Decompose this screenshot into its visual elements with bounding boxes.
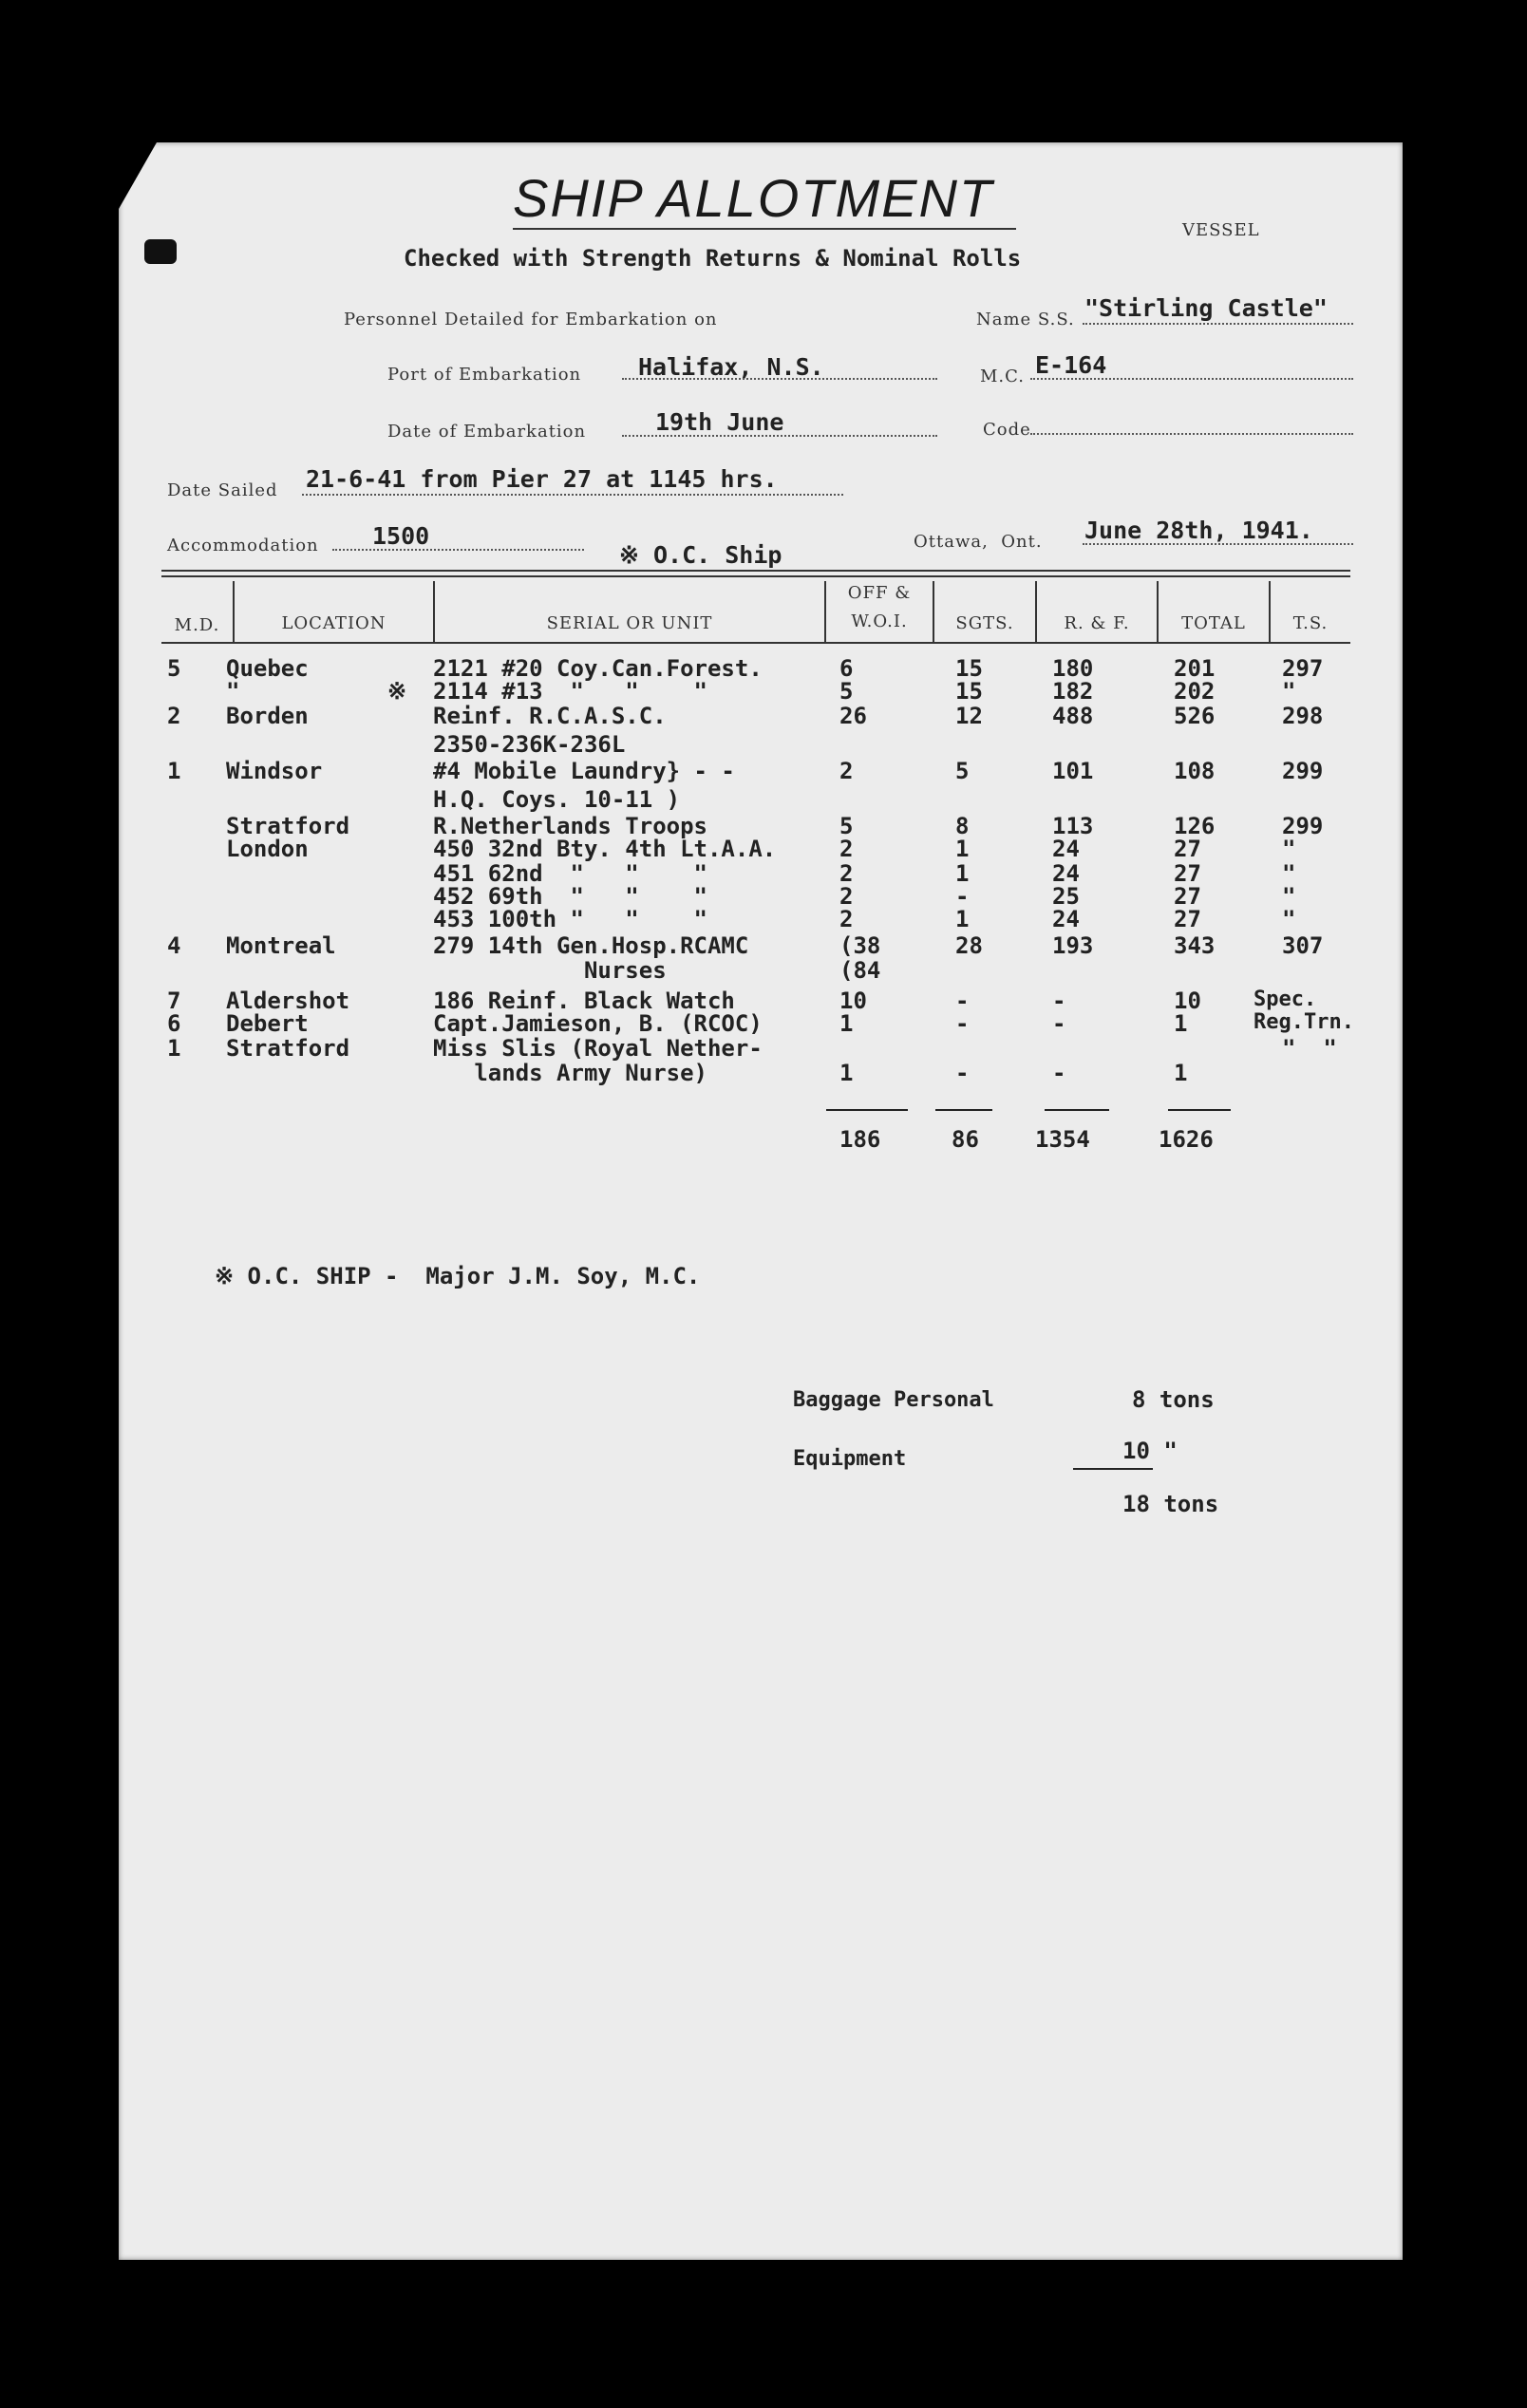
cell-md: 1 (167, 758, 181, 784)
total-underline-off (826, 1109, 908, 1111)
cell-off: 2 (839, 906, 854, 932)
cell-sgts: - (955, 1060, 970, 1086)
cell-off: 2 (839, 758, 854, 784)
cell-location: Stratford (226, 813, 350, 839)
col-header-rf: R. & F. (1064, 613, 1130, 633)
cell-unit: 451 62nd " " " (433, 860, 707, 887)
cell-unit: 453 100th " " " (433, 906, 707, 932)
cell-off: 6 (839, 655, 854, 682)
cell-unit: 2114 #13 " " " (433, 678, 707, 705)
cell-sgts: 1 (955, 836, 970, 862)
cell-location: Aldershot (226, 988, 350, 1014)
cell-unit: 2350-236K-236L (433, 731, 626, 758)
mc-label: M.C. (980, 367, 1026, 386)
name-label: Name S.S. (976, 310, 1075, 329)
mc-dotline (1030, 378, 1353, 380)
ottawa-label: Ottawa, Ont. (914, 532, 1043, 552)
col-header-md: M.D. (174, 615, 220, 635)
col-header-off: OFF & (847, 583, 912, 603)
total-off: 186 (839, 1126, 881, 1153)
cell-sgts: - (955, 988, 970, 1014)
code-label: Code (983, 420, 1031, 440)
cell-location: " (226, 678, 240, 705)
cell-total: 201 (1174, 655, 1216, 682)
total-underline-sgts (935, 1109, 992, 1111)
total-tonnage: 18 tons (1122, 1491, 1219, 1517)
total-underline-total (1168, 1109, 1231, 1111)
col-header-ts: T.S. (1292, 613, 1329, 633)
cell-rf: - (1052, 1010, 1066, 1037)
accommodation-value: 1500 (372, 522, 430, 550)
cell-unit: 2121 #20 Coy.Can.Forest. (433, 655, 763, 682)
oc-ship-note: ※ O.C. SHIP - Major J.M. Soy, M.C. (215, 1263, 701, 1289)
cell-total: 126 (1174, 813, 1216, 839)
cell-unit: 279 14th Gen.Hosp.RCAMC (433, 932, 749, 959)
col-header-woi: W.O.I. (851, 611, 908, 631)
cell-rf: 101 (1052, 758, 1094, 784)
cell-location: Debert (226, 1010, 309, 1037)
document-page (119, 142, 1403, 2260)
cell-ts: " " (1282, 1035, 1337, 1062)
equipment-underline (1073, 1468, 1153, 1470)
cell-off: 5 (839, 813, 854, 839)
name-dotline (1083, 323, 1353, 325)
cell-sgts: 1 (955, 906, 970, 932)
cell-unit: lands Army Nurse) (433, 1060, 707, 1086)
cell-ts: " (1282, 678, 1296, 705)
cell-off: 5 (839, 678, 854, 705)
cell-sgts: 1 (955, 860, 970, 887)
oc-ship-mark: ※ O.C. Ship (619, 541, 782, 569)
cell-rf: 113 (1052, 813, 1094, 839)
sailed-value: 21-6-41 from Pier 27 at 1145 hrs. (306, 465, 778, 493)
cell-total: 108 (1174, 758, 1216, 784)
cell-ts: " (1282, 836, 1296, 862)
title-underline (513, 228, 1016, 230)
cell-rf: 488 (1052, 703, 1094, 729)
date-dotline (622, 435, 937, 437)
date-value: 19th June (655, 408, 784, 436)
cell-rf: 24 (1052, 860, 1080, 887)
cell-sgts: 15 (955, 655, 983, 682)
cell-total: 27 (1174, 906, 1201, 932)
table-top-line-2 (161, 575, 1350, 577)
cell-unit: 450 32nd Bty. 4th Lt.A.A. (433, 836, 777, 862)
ink-blot (144, 239, 177, 264)
cell-off: 10 (839, 988, 867, 1014)
cell-off: 2 (839, 836, 854, 862)
cell-ts: 307 (1282, 932, 1324, 959)
col-header-total: TOTAL (1181, 613, 1246, 633)
cell-unit: Miss Slis (Royal Nether- (433, 1035, 763, 1062)
cell-rf: 193 (1052, 932, 1094, 959)
cell-off: (84 (839, 957, 881, 984)
cell-rf: 24 (1052, 836, 1080, 862)
folded-corner (119, 142, 157, 209)
cell-ts: 298 (1282, 703, 1324, 729)
cell-rf: - (1052, 988, 1066, 1014)
accommodation-label: Accommodation (167, 536, 319, 555)
cell-total: 27 (1174, 883, 1201, 910)
cell-ts: Spec. (1254, 988, 1317, 1011)
cell-md: 5 (167, 655, 181, 682)
cell-off: 1 (839, 1010, 854, 1037)
cell-unit: Capt.Jamieson, B. (RCOC) (433, 1010, 763, 1037)
ottawa-dotline (1083, 543, 1353, 545)
accommodation-dotline (332, 549, 584, 551)
vessel-name: "Stirling Castle" (1084, 294, 1328, 322)
cell-sgts: 15 (955, 678, 983, 705)
baggage-label: Baggage Personal (793, 1388, 994, 1412)
cell-ts: " (1282, 860, 1296, 887)
cell-unit: Reinf. R.C.A.S.C. (433, 703, 667, 729)
code-dotline (1030, 433, 1353, 435)
cell-ts: " (1282, 883, 1296, 910)
baggage-value: 8 tons (1132, 1386, 1215, 1413)
cell-ts: 297 (1282, 655, 1324, 682)
cell-unit: H.Q. Coys. 10-11 ) (433, 786, 681, 813)
total-total: 1626 (1159, 1126, 1214, 1153)
total-rf: 1354 (1035, 1126, 1090, 1153)
total-underline-rf (1045, 1109, 1109, 1111)
cell-off: 1 (839, 1060, 854, 1086)
col-header-sgts: SGTS. (955, 613, 1014, 633)
cell-total: 343 (1174, 932, 1216, 959)
vessel-label: VESSEL (1182, 220, 1260, 240)
cell-ts: 299 (1282, 758, 1324, 784)
cell-sgts: 28 (955, 932, 983, 959)
cell-total: 27 (1174, 836, 1201, 862)
table-top-line (161, 570, 1350, 572)
equipment-value: 10 " (1122, 1438, 1178, 1464)
cell-rf: - (1052, 1060, 1066, 1086)
cell-sgts: 8 (955, 813, 970, 839)
document-title: SHIP ALLOTMENT (513, 168, 994, 228)
cell-md: 7 (167, 988, 181, 1014)
cell-md: 2 (167, 703, 181, 729)
cell-mark: ※ (387, 678, 407, 705)
cell-ts: Reg.Trn. (1254, 1010, 1354, 1034)
cell-total: 1 (1174, 1010, 1188, 1037)
total-sgts: 86 (952, 1126, 979, 1153)
cell-total: 27 (1174, 860, 1201, 887)
cell-total: 526 (1174, 703, 1216, 729)
cell-unit: #4 Mobile Laundry} - - (433, 758, 735, 784)
cell-ts: 299 (1282, 813, 1324, 839)
checked-line: Checked with Strength Returns & Nominal Rolls (404, 245, 1022, 272)
cell-total: 202 (1174, 678, 1216, 705)
cell-md: 1 (167, 1035, 181, 1062)
cell-total: 10 (1174, 988, 1201, 1014)
cell-sgts: 12 (955, 703, 983, 729)
port-value: Halifax, N.S. (638, 353, 824, 381)
cell-off: 2 (839, 860, 854, 887)
ottawa-date: June 28th, 1941. (1084, 517, 1313, 544)
cell-sgts: - (955, 1010, 970, 1037)
cell-unit: 186 Reinf. Black Watch (433, 988, 735, 1014)
cell-rf: 180 (1052, 655, 1094, 682)
table-header-line (161, 642, 1350, 644)
sailed-dotline (302, 494, 843, 496)
port-label: Port of Embarkation (387, 365, 582, 385)
cell-md: 4 (167, 932, 181, 959)
cell-unit: 452 69th " " " (433, 883, 707, 910)
equipment-label: Equipment (793, 1447, 907, 1471)
cell-off: 26 (839, 703, 867, 729)
cell-rf: 25 (1052, 883, 1080, 910)
cell-unit: R.Netherlands Troops (433, 813, 707, 839)
cell-location: Montreal (226, 932, 336, 959)
cell-location: London (226, 836, 309, 862)
cell-location: Stratford (226, 1035, 350, 1062)
col-header-serial: SERIAL OR UNIT (546, 613, 713, 633)
cell-location: Quebec (226, 655, 309, 682)
date-label: Date of Embarkation (387, 422, 587, 442)
cell-location: Borden (226, 703, 309, 729)
cell-ts: " (1282, 906, 1296, 932)
port-dotline (622, 378, 937, 380)
cell-off: (38 (839, 932, 881, 959)
cell-off: 2 (839, 883, 854, 910)
cell-md: 6 (167, 1010, 181, 1037)
cell-sgts: - (955, 883, 970, 910)
cell-total: 1 (1174, 1060, 1188, 1086)
cell-unit: Nurses (433, 957, 667, 984)
cell-sgts: 5 (955, 758, 970, 784)
cell-location: Windsor (226, 758, 323, 784)
cell-rf: 24 (1052, 906, 1080, 932)
sailed-label: Date Sailed (167, 480, 278, 500)
personnel-label: Personnel Detailed for Embarkation on (344, 310, 718, 329)
cell-rf: 182 (1052, 678, 1094, 705)
col-header-location: LOCATION (281, 613, 386, 633)
mc-value: E-164 (1035, 351, 1107, 379)
